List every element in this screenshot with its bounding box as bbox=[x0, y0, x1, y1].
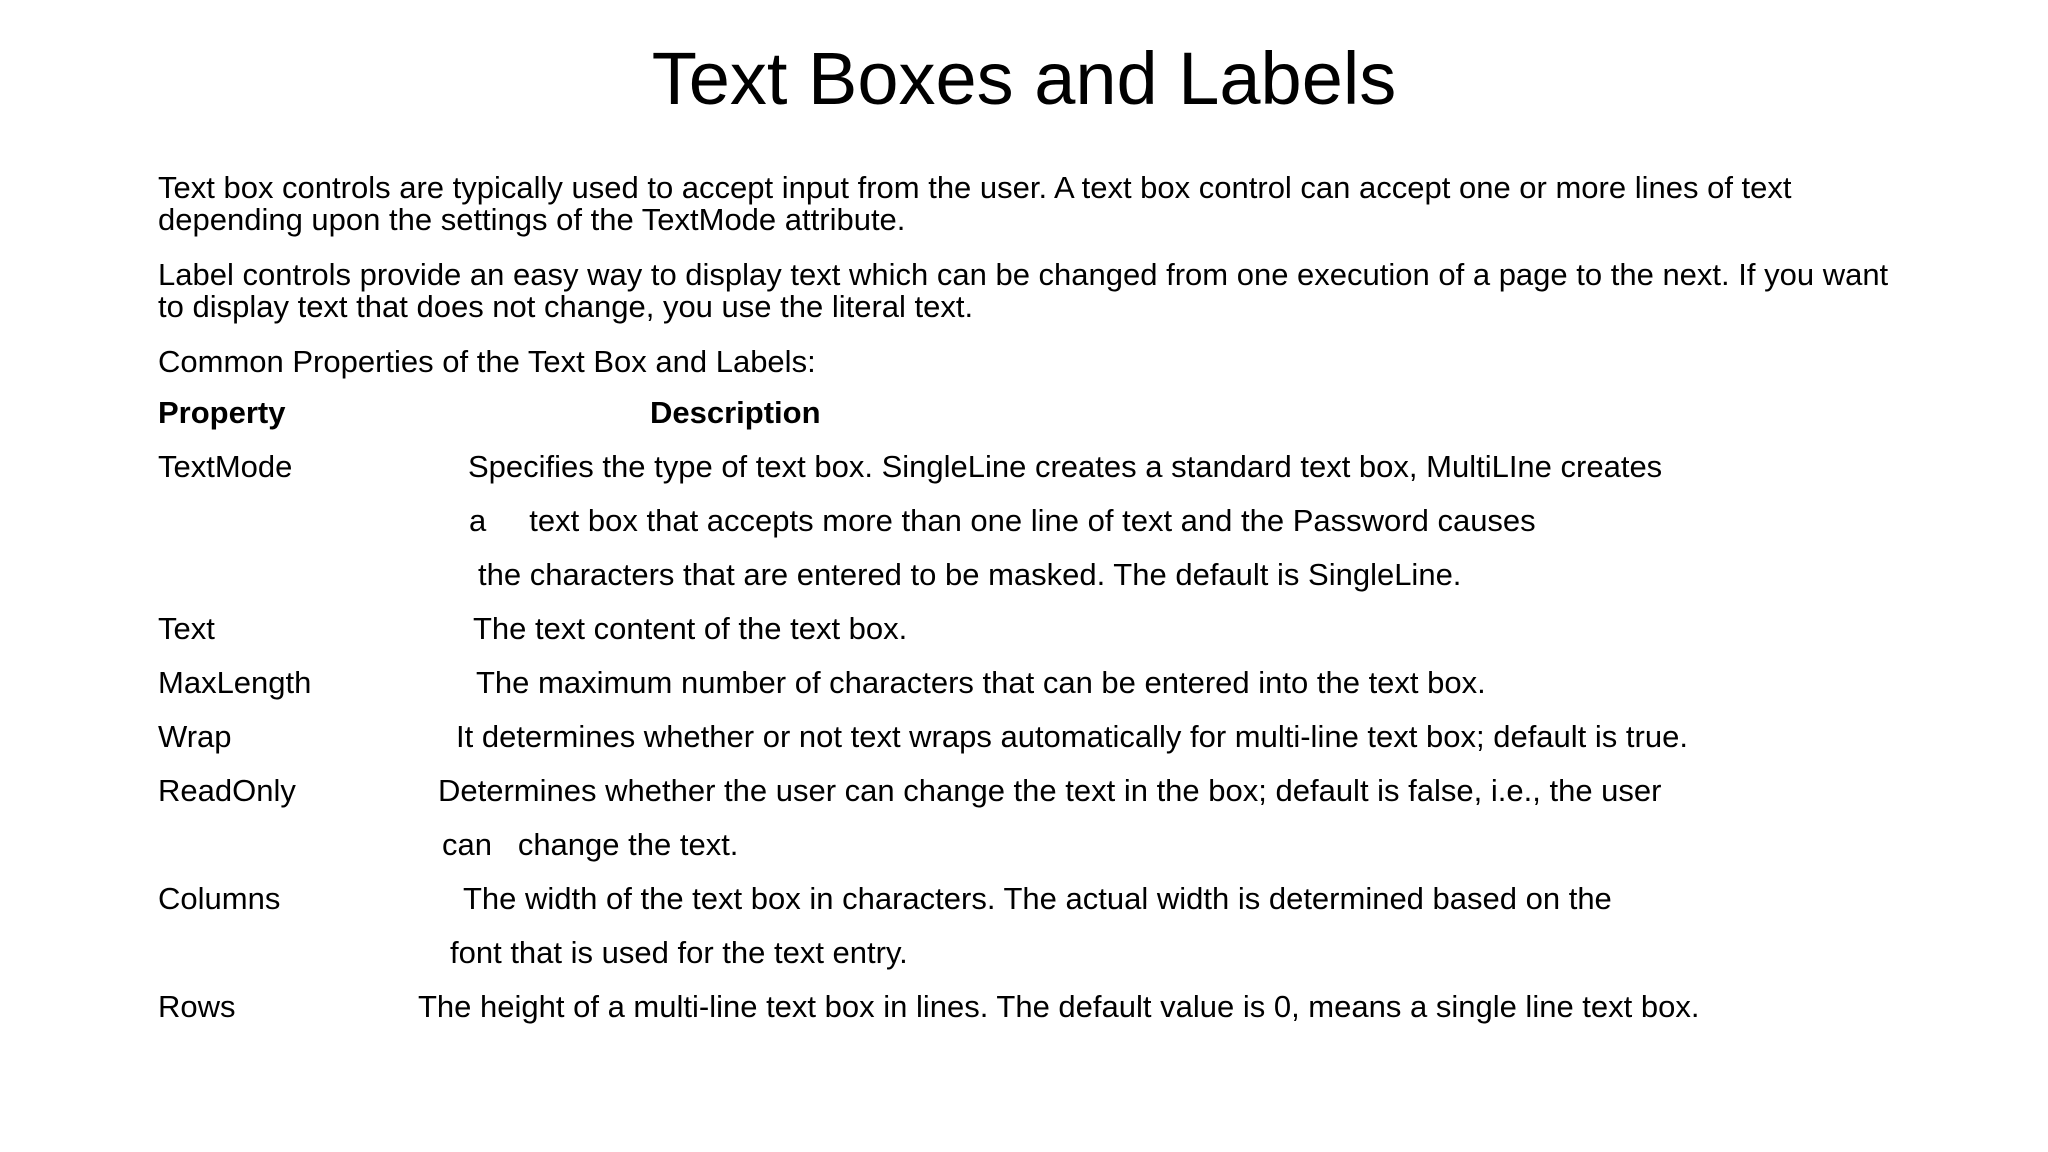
intro-paragraph-label: Label controls provide an easy way to display text which can be changed from one execution of a page to the next. If you want to display text that does not change, you use the literal text. bbox=[158, 257, 1889, 324]
header-property: Property bbox=[158, 395, 286, 430]
property-description-line: can change the text. bbox=[442, 827, 739, 862]
property-description-line: font that is used for the text entry. bbox=[450, 935, 908, 970]
property-description-line: The text content of the text box. bbox=[473, 611, 908, 646]
property-description-line: The maximum number of characters that can be entered into the text box. bbox=[476, 665, 1486, 700]
property-name: Rows bbox=[158, 989, 236, 1024]
property-description-line: a text box that accepts more than one line of text and the Password causes bbox=[469, 503, 1536, 538]
property-name: TextMode bbox=[158, 449, 293, 484]
property-name: Columns bbox=[158, 881, 281, 916]
property-description-line: Specifies the type of text box. SingleLine creates a standard text box, MultiLIne creates bbox=[468, 449, 1663, 484]
slide-title: Text Boxes and Labels bbox=[651, 37, 1397, 120]
property-description-line: Determines whether the user can change the text in the box; default is false, i.e., the user bbox=[438, 773, 1662, 808]
property-description-line: It determines whether or not text wraps automatically for multi-line text box; default is true. bbox=[456, 719, 1688, 754]
header-description: Description bbox=[650, 395, 821, 430]
property-name: ReadOnly bbox=[158, 773, 296, 808]
property-name: Text bbox=[158, 611, 215, 646]
property-name: MaxLength bbox=[158, 665, 312, 700]
property-description-line: The height of a multi-line text box in lines. The default value is 0, means a single line text box. bbox=[418, 989, 1700, 1024]
intro-paragraph-common-properties: Common Properties of the Text Box and Labels: bbox=[158, 344, 816, 379]
property-description-line: the characters that are entered to be masked. The default is SingleLine. bbox=[478, 557, 1462, 592]
property-name: Wrap bbox=[158, 719, 232, 754]
intro-paragraph-textbox: Text box controls are typically used to accept input from the user. A text box control can accept one or more lines of text depending upon the settings of the TextMode attribute. bbox=[158, 170, 1792, 237]
property-description-line: The width of the text box in characters. The actual width is determined based on the bbox=[463, 881, 1612, 916]
